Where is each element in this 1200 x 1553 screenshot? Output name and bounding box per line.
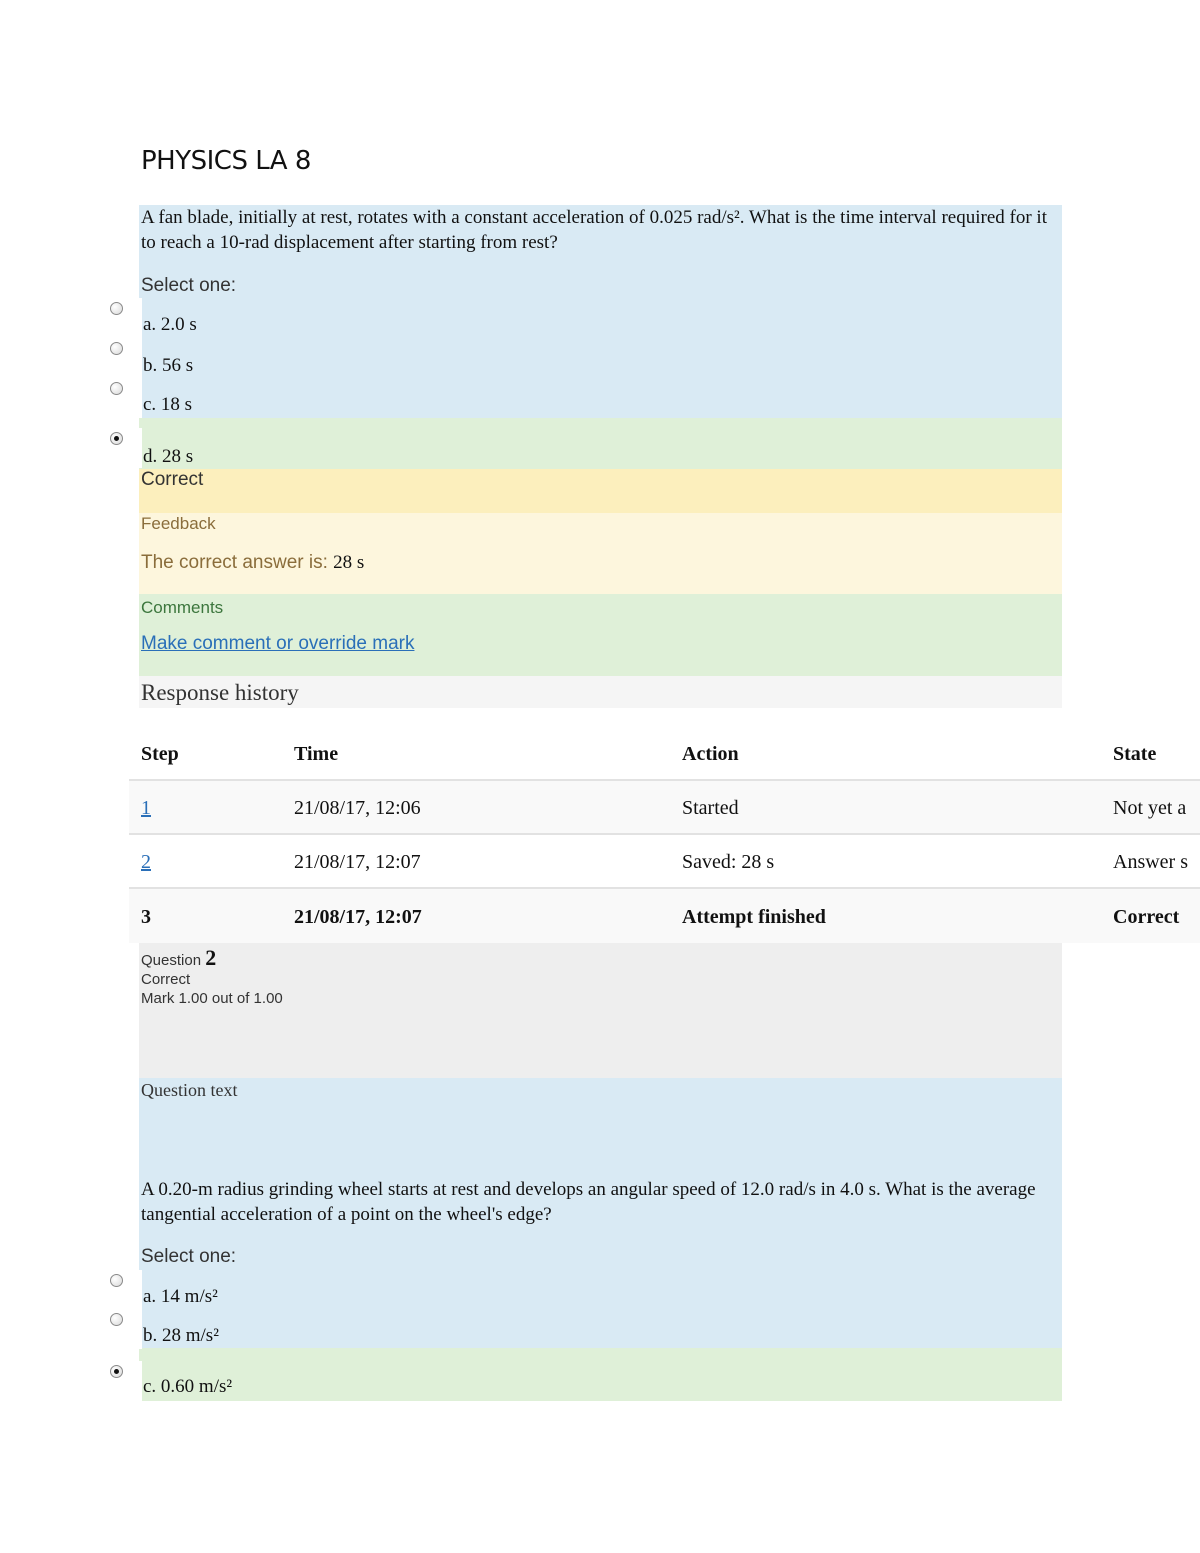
- table-row-current: [129, 889, 1200, 943]
- table-row: [129, 781, 1200, 835]
- row-state: Answer s: [1113, 851, 1188, 873]
- q2-option-c-label[interactable]: c. 0.60 m/s²: [143, 1376, 233, 1397]
- q1-correct-answer: [141, 552, 364, 574]
- q2-option-a-radio[interactable]: [102, 1270, 142, 1310]
- q2-question-text: A 0.20-m radius grinding wheel starts at rest and develops an angular speed of 12.0 rad/s in 4.0 s. What is the average tangential acceleration of a point on the wheel's edge?: [141, 1179, 1036, 1225]
- row-time: 21/08/17, 12:06: [294, 797, 421, 819]
- correct-answer-prefix: The correct answer is:: [141, 552, 334, 573]
- step-link-1[interactable]: 1: [141, 797, 151, 819]
- q1-option-c-label[interactable]: c. 18 s: [143, 394, 193, 415]
- q1-status-text: Correct: [141, 469, 204, 490]
- q2-status: Correct: [141, 971, 191, 988]
- q1-option-b-radio[interactable]: [102, 338, 142, 378]
- row-time: 21/08/17, 12:07: [294, 851, 421, 873]
- q1-option-c-radio[interactable]: [102, 378, 142, 418]
- q2-info: [141, 945, 283, 1008]
- q1-option-d-label[interactable]: d. 28 s: [143, 446, 194, 467]
- row-time: 21/08/17, 12:07: [294, 906, 422, 928]
- q1-selected-answer-panel: [139, 418, 1062, 469]
- document-title: PHYSICS LA 8: [141, 146, 311, 176]
- q2-option-c-radio[interactable]: [102, 1361, 142, 1401]
- header-time: Time: [294, 743, 339, 765]
- header-state: State: [1113, 743, 1157, 765]
- q2-mark: Mark 1.00 out of 1.00: [141, 990, 283, 1007]
- table-header-row: [129, 743, 1200, 781]
- q2-option-b-radio[interactable]: [102, 1309, 142, 1349]
- q1-option-a-label[interactable]: a. 2.0 s: [143, 314, 197, 335]
- row-step: 3: [141, 906, 151, 928]
- correct-answer-value: 28 s: [333, 552, 365, 573]
- row-action: Saved: 28 s: [682, 851, 775, 873]
- make-comment-link[interactable]: Make comment or override mark: [141, 633, 415, 654]
- step-link-2[interactable]: 2: [141, 851, 151, 873]
- q1-question-text: A fan blade, initially at rest, rotates with a constant acceleration of 0.025 rad/s². What is the time interval required for it to reach a 10-rad displacement after starting from rest?: [141, 207, 1047, 253]
- q1-option-b-label[interactable]: b. 56 s: [143, 355, 194, 376]
- header-action: Action: [682, 743, 739, 765]
- q2-option-b-label[interactable]: b. 28 m/s²: [143, 1325, 219, 1346]
- row-action: Attempt finished: [682, 906, 826, 928]
- header-step: Step: [141, 743, 179, 765]
- row-state: Correct: [1113, 906, 1180, 928]
- q2-question-word: Question: [141, 952, 202, 969]
- q1-option-a-radio[interactable]: [102, 298, 142, 338]
- q2-selected-answer-panel: [139, 1348, 1062, 1401]
- q2-number: 2: [205, 945, 217, 970]
- q2-select-one-label: Select one:: [141, 1246, 237, 1267]
- q2-question-text-label: Question text: [141, 1080, 238, 1100]
- table-row: [129, 835, 1200, 889]
- response-history-title: Response history: [141, 680, 299, 705]
- q2-option-a-label[interactable]: a. 14 m/s²: [143, 1286, 218, 1307]
- q1-select-one-label: Select one:: [141, 275, 237, 296]
- q1-feedback-label: Feedback: [141, 514, 216, 533]
- q1-comments-label: Comments: [141, 598, 224, 617]
- q1-status-panel: [139, 469, 1062, 513]
- q1-option-d-radio[interactable]: [102, 428, 142, 468]
- row-action: Started: [682, 797, 739, 819]
- row-state: Not yet a: [1113, 797, 1187, 819]
